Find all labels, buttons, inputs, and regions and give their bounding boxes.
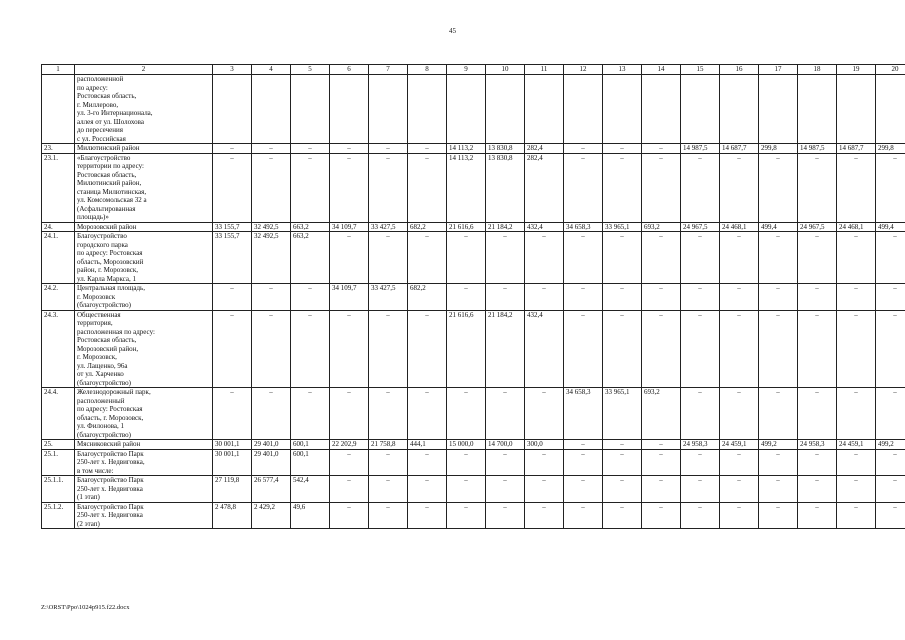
value-cell: 24 958,3 bbox=[681, 440, 720, 450]
value-cell: – bbox=[720, 449, 759, 476]
value-cell: – bbox=[564, 284, 603, 311]
value-cell: 33 155,7 bbox=[213, 222, 252, 232]
value-cell: – bbox=[564, 232, 603, 284]
value-cell bbox=[408, 75, 447, 144]
header-cell: 14 bbox=[642, 65, 681, 75]
value-cell: – bbox=[642, 232, 681, 284]
value-cell bbox=[837, 75, 876, 144]
value-cell: – bbox=[603, 449, 642, 476]
header-cell: 1 bbox=[42, 65, 75, 75]
footer-file-path: Z:\ORST\Ppo\1024p915.f22.docx bbox=[41, 604, 130, 611]
value-cell: 14 687,7 bbox=[837, 144, 876, 154]
value-cell: – bbox=[642, 440, 681, 450]
value-cell: – bbox=[525, 502, 564, 529]
value-cell bbox=[330, 75, 369, 144]
value-cell: 2 478,8 bbox=[213, 502, 252, 529]
header-cell: 17 bbox=[759, 65, 798, 75]
value-cell: 14 700,0 bbox=[486, 440, 525, 450]
value-cell: 33 427,5 bbox=[369, 284, 408, 311]
value-cell: 13 830,8 bbox=[486, 144, 525, 154]
value-cell: – bbox=[486, 284, 525, 311]
value-cell: – bbox=[603, 284, 642, 311]
value-cell: – bbox=[330, 502, 369, 529]
value-cell: – bbox=[837, 449, 876, 476]
row-number-cell: 24.1. bbox=[42, 232, 75, 284]
value-cell: – bbox=[564, 502, 603, 529]
header-cell: 6 bbox=[330, 65, 369, 75]
value-cell: – bbox=[603, 310, 642, 388]
value-cell: – bbox=[252, 388, 291, 440]
value-cell: – bbox=[252, 284, 291, 311]
value-cell: 693,2 bbox=[642, 388, 681, 440]
value-cell: 682,2 bbox=[408, 284, 447, 311]
value-cell: 663,2 bbox=[291, 222, 330, 232]
value-cell bbox=[213, 75, 252, 144]
value-cell: – bbox=[213, 284, 252, 311]
value-cell: – bbox=[213, 153, 252, 222]
table-row bbox=[42, 310, 905, 388]
table-row bbox=[42, 440, 905, 450]
value-cell: – bbox=[525, 476, 564, 503]
value-cell: – bbox=[486, 232, 525, 284]
value-cell: – bbox=[681, 476, 720, 503]
value-cell bbox=[291, 75, 330, 144]
value-cell: 282,4 bbox=[525, 144, 564, 154]
value-cell: – bbox=[369, 476, 408, 503]
value-cell: – bbox=[759, 284, 798, 311]
value-cell: 600,1 bbox=[291, 449, 330, 476]
value-cell: – bbox=[408, 144, 447, 154]
value-cell: 21 616,6 bbox=[447, 310, 486, 388]
header-cell: 2 bbox=[75, 65, 213, 75]
value-cell: – bbox=[447, 502, 486, 529]
value-cell: – bbox=[330, 153, 369, 222]
value-cell: – bbox=[291, 284, 330, 311]
header-cell: 19 bbox=[837, 65, 876, 75]
value-cell: 682,2 bbox=[408, 222, 447, 232]
row-number-cell: 25.1.1. bbox=[42, 476, 75, 503]
header-cell: 7 bbox=[369, 65, 408, 75]
value-cell: 21 758,8 bbox=[369, 440, 408, 450]
value-cell: 21 184,2 bbox=[486, 222, 525, 232]
value-cell: 33 965,1 bbox=[603, 388, 642, 440]
value-cell: – bbox=[642, 284, 681, 311]
value-cell: – bbox=[876, 153, 905, 222]
value-cell: – bbox=[447, 388, 486, 440]
value-cell: 30 001,1 bbox=[213, 449, 252, 476]
value-cell bbox=[447, 75, 486, 144]
value-cell: – bbox=[252, 310, 291, 388]
header-cell: 9 bbox=[447, 65, 486, 75]
row-number-cell: 23.1. bbox=[42, 153, 75, 222]
value-cell: – bbox=[603, 232, 642, 284]
value-cell: – bbox=[525, 449, 564, 476]
value-cell bbox=[486, 75, 525, 144]
value-cell: – bbox=[213, 310, 252, 388]
value-cell: – bbox=[447, 476, 486, 503]
header-cell: 3 bbox=[213, 65, 252, 75]
value-cell: – bbox=[837, 310, 876, 388]
value-cell: – bbox=[876, 449, 905, 476]
table-row bbox=[42, 222, 905, 232]
value-cell: – bbox=[837, 476, 876, 503]
value-cell: – bbox=[486, 476, 525, 503]
value-cell: – bbox=[447, 284, 486, 311]
value-cell bbox=[564, 75, 603, 144]
value-cell: 14 113,2 bbox=[447, 153, 486, 222]
row-name-cell: Благоустройство Парк 250-лет х. Недвиговка, в том числе: bbox=[75, 449, 213, 476]
table-row bbox=[42, 449, 905, 476]
row-number-cell bbox=[42, 75, 75, 144]
row-name-cell: Благоустройство Парк 250-лет х. Недвиговка (2 этап) bbox=[75, 502, 213, 529]
value-cell: – bbox=[408, 502, 447, 529]
value-cell: – bbox=[759, 476, 798, 503]
value-cell: – bbox=[603, 440, 642, 450]
value-cell: – bbox=[642, 153, 681, 222]
value-cell: – bbox=[564, 144, 603, 154]
value-cell: – bbox=[759, 232, 798, 284]
value-cell: – bbox=[252, 153, 291, 222]
value-cell: – bbox=[408, 232, 447, 284]
value-cell: – bbox=[876, 388, 905, 440]
value-cell: – bbox=[759, 502, 798, 529]
page-number: 45 bbox=[449, 27, 456, 35]
value-cell: – bbox=[720, 284, 759, 311]
value-cell: – bbox=[291, 388, 330, 440]
value-cell: 15 000,0 bbox=[447, 440, 486, 450]
value-cell: 24 468,1 bbox=[837, 222, 876, 232]
value-cell: – bbox=[798, 232, 837, 284]
value-cell: – bbox=[408, 476, 447, 503]
value-cell: 26 577,4 bbox=[252, 476, 291, 503]
value-cell: 24 468,1 bbox=[720, 222, 759, 232]
value-cell: 49,6 bbox=[291, 502, 330, 529]
value-cell: – bbox=[720, 502, 759, 529]
value-cell: 34 658,3 bbox=[564, 388, 603, 440]
header-cell: 4 bbox=[252, 65, 291, 75]
row-name-cell: «Благоустройство территории по адресу: Ростовская область, Милютинский район, станица Милютинская, ул. Комсомольская 32 а (Асфальтированная площадь)» bbox=[75, 153, 213, 222]
value-cell: – bbox=[642, 449, 681, 476]
row-name-cell: расположенной по адресу: Ростовская область, г. Миллерово, ул. 3-го Интернационала, аллея от ул. Шолохова до пересечения с ул. Российская bbox=[75, 75, 213, 144]
value-cell: – bbox=[798, 476, 837, 503]
value-cell: – bbox=[642, 502, 681, 529]
value-cell bbox=[525, 75, 564, 144]
value-cell: – bbox=[720, 476, 759, 503]
value-cell: – bbox=[681, 502, 720, 529]
row-name-cell: Морозовский район bbox=[75, 222, 213, 232]
value-cell: 29 401,0 bbox=[252, 440, 291, 450]
value-cell: – bbox=[876, 502, 905, 529]
header-cell: 5 bbox=[291, 65, 330, 75]
value-cell: – bbox=[564, 449, 603, 476]
table-row bbox=[42, 144, 905, 154]
value-cell: – bbox=[291, 310, 330, 388]
value-cell: 663,2 bbox=[291, 232, 330, 284]
header-cell: 16 bbox=[720, 65, 759, 75]
value-cell: – bbox=[837, 284, 876, 311]
value-cell: – bbox=[759, 153, 798, 222]
row-number-cell: 24. bbox=[42, 222, 75, 232]
value-cell: – bbox=[798, 153, 837, 222]
value-cell: – bbox=[564, 153, 603, 222]
value-cell: – bbox=[681, 232, 720, 284]
value-cell: 432,4 bbox=[525, 222, 564, 232]
value-cell: – bbox=[876, 310, 905, 388]
value-cell: – bbox=[330, 144, 369, 154]
value-cell: – bbox=[291, 144, 330, 154]
value-cell: 299,8 bbox=[759, 144, 798, 154]
row-name-cell: Железнодорожный парк, расположенный по адресу: Ростовская область, г. Морозовск, ул. Филонова, 1 (благоустройство) bbox=[75, 388, 213, 440]
value-cell: – bbox=[798, 388, 837, 440]
value-cell bbox=[681, 75, 720, 144]
table-row bbox=[42, 476, 905, 503]
table-row bbox=[42, 284, 905, 311]
table-row bbox=[42, 75, 905, 144]
value-cell: – bbox=[447, 232, 486, 284]
header-row bbox=[42, 65, 905, 75]
value-cell: 444,1 bbox=[408, 440, 447, 450]
value-cell: – bbox=[330, 232, 369, 284]
row-number-cell: 25.1. bbox=[42, 449, 75, 476]
value-cell: – bbox=[720, 232, 759, 284]
value-cell: 21 184,2 bbox=[486, 310, 525, 388]
value-cell: – bbox=[369, 232, 408, 284]
value-cell: – bbox=[330, 310, 369, 388]
value-cell: – bbox=[330, 388, 369, 440]
value-cell: – bbox=[681, 284, 720, 311]
value-cell: – bbox=[720, 388, 759, 440]
value-cell: 14 987,5 bbox=[681, 144, 720, 154]
table-row bbox=[42, 153, 905, 222]
value-cell: – bbox=[369, 388, 408, 440]
value-cell: 499,4 bbox=[876, 222, 905, 232]
table-row bbox=[42, 232, 905, 284]
value-cell: 24 459,1 bbox=[837, 440, 876, 450]
value-cell: 499,2 bbox=[876, 440, 905, 450]
value-cell: 33 155,7 bbox=[213, 232, 252, 284]
value-cell: 542,4 bbox=[291, 476, 330, 503]
row-name-cell: Центральная площадь, г. Морозовск (благоустройство) bbox=[75, 284, 213, 311]
value-cell: – bbox=[837, 502, 876, 529]
value-cell: 24 967,5 bbox=[681, 222, 720, 232]
value-cell: – bbox=[408, 449, 447, 476]
value-cell: – bbox=[681, 153, 720, 222]
value-cell: – bbox=[447, 449, 486, 476]
value-cell: – bbox=[525, 284, 564, 311]
value-cell: 21 616,6 bbox=[447, 222, 486, 232]
value-cell: 22 202,9 bbox=[330, 440, 369, 450]
value-cell: – bbox=[408, 388, 447, 440]
value-cell: – bbox=[681, 388, 720, 440]
header-cell: 10 bbox=[486, 65, 525, 75]
value-cell bbox=[369, 75, 408, 144]
value-cell: – bbox=[330, 449, 369, 476]
value-cell: – bbox=[603, 502, 642, 529]
value-cell: – bbox=[408, 153, 447, 222]
header-cell: 11 bbox=[525, 65, 564, 75]
row-number-cell: 24.3. bbox=[42, 310, 75, 388]
value-cell: – bbox=[525, 388, 564, 440]
value-cell: – bbox=[408, 310, 447, 388]
value-cell: 29 401,0 bbox=[252, 449, 291, 476]
value-cell: – bbox=[876, 232, 905, 284]
value-cell: – bbox=[876, 284, 905, 311]
value-cell: – bbox=[720, 153, 759, 222]
value-cell: – bbox=[291, 153, 330, 222]
value-cell: 24 958,3 bbox=[798, 440, 837, 450]
value-cell: 14 987,5 bbox=[798, 144, 837, 154]
value-cell: – bbox=[642, 144, 681, 154]
value-cell bbox=[603, 75, 642, 144]
value-cell bbox=[876, 75, 905, 144]
value-cell: – bbox=[759, 310, 798, 388]
value-cell: – bbox=[369, 144, 408, 154]
value-cell: 33 965,1 bbox=[603, 222, 642, 232]
value-cell: 499,4 bbox=[759, 222, 798, 232]
value-cell: – bbox=[369, 310, 408, 388]
header-cell: 15 bbox=[681, 65, 720, 75]
value-cell: 34 658,3 bbox=[564, 222, 603, 232]
value-cell: – bbox=[369, 153, 408, 222]
value-cell: 14 113,2 bbox=[447, 144, 486, 154]
value-cell bbox=[252, 75, 291, 144]
value-cell: – bbox=[564, 476, 603, 503]
value-cell: – bbox=[798, 284, 837, 311]
value-cell: 30 001,1 bbox=[213, 440, 252, 450]
value-cell: – bbox=[759, 388, 798, 440]
value-cell: – bbox=[720, 310, 759, 388]
value-cell: – bbox=[603, 144, 642, 154]
table-row bbox=[42, 502, 905, 529]
value-cell bbox=[642, 75, 681, 144]
header-cell: 12 bbox=[564, 65, 603, 75]
value-cell: 14 687,7 bbox=[720, 144, 759, 154]
value-cell: – bbox=[603, 476, 642, 503]
header-cell: 8 bbox=[408, 65, 447, 75]
value-cell bbox=[720, 75, 759, 144]
row-number-cell: 25.1.2. bbox=[42, 502, 75, 529]
value-cell: – bbox=[486, 449, 525, 476]
value-cell: 13 830,8 bbox=[486, 153, 525, 222]
table-row bbox=[42, 388, 905, 440]
value-cell: – bbox=[369, 502, 408, 529]
value-cell: 24 459,1 bbox=[720, 440, 759, 450]
row-name-cell: Благоустройство Парк 250-лет х. Недвиговка (1 этап) bbox=[75, 476, 213, 503]
row-name-cell: Милютинский район bbox=[75, 144, 213, 154]
value-cell: – bbox=[837, 232, 876, 284]
row-number-cell: 24.2. bbox=[42, 284, 75, 311]
value-cell: – bbox=[642, 476, 681, 503]
value-cell: 32 492,5 bbox=[252, 222, 291, 232]
value-cell: – bbox=[564, 440, 603, 450]
value-cell: 300,0 bbox=[525, 440, 564, 450]
value-cell: – bbox=[876, 476, 905, 503]
row-name-cell: Общественная территория, расположенная по адресу: Ростовская область, Морозовский район, г. Морозовск, ул. Лащенко, 96а от ул. Харченко (благоустройство) bbox=[75, 310, 213, 388]
header-cell: 18 bbox=[798, 65, 837, 75]
value-cell: – bbox=[681, 310, 720, 388]
value-cell: – bbox=[369, 449, 408, 476]
value-cell: – bbox=[564, 310, 603, 388]
value-cell: – bbox=[642, 310, 681, 388]
header-cell: 13 bbox=[603, 65, 642, 75]
value-cell: 693,2 bbox=[642, 222, 681, 232]
value-cell: 34 109,7 bbox=[330, 222, 369, 232]
value-cell: – bbox=[525, 232, 564, 284]
value-cell: 299,8 bbox=[876, 144, 905, 154]
row-name-cell: Мясниковский район bbox=[75, 440, 213, 450]
value-cell: 33 427,5 bbox=[369, 222, 408, 232]
value-cell bbox=[759, 75, 798, 144]
value-cell: – bbox=[252, 144, 291, 154]
value-cell: 432,4 bbox=[525, 310, 564, 388]
row-number-cell: 24.4. bbox=[42, 388, 75, 440]
value-cell: – bbox=[213, 144, 252, 154]
value-cell: – bbox=[837, 388, 876, 440]
value-cell: – bbox=[213, 388, 252, 440]
row-number-cell: 23. bbox=[42, 144, 75, 154]
value-cell: – bbox=[798, 310, 837, 388]
value-cell: 34 109,7 bbox=[330, 284, 369, 311]
budget-table bbox=[41, 64, 905, 529]
value-cell bbox=[798, 75, 837, 144]
value-cell: 32 492,5 bbox=[252, 232, 291, 284]
header-cell: 20 bbox=[876, 65, 905, 75]
value-cell: 2 429,2 bbox=[252, 502, 291, 529]
value-cell: 499,2 bbox=[759, 440, 798, 450]
value-cell: – bbox=[837, 153, 876, 222]
row-name-cell: Благоустройство городского парка по адресу: Ростовская область, Морозовский район, г. Морозовск, ул. Карла Маркса, 1 bbox=[75, 232, 213, 284]
row-number-cell: 25. bbox=[42, 440, 75, 450]
value-cell: 282,4 bbox=[525, 153, 564, 222]
value-cell: – bbox=[798, 502, 837, 529]
value-cell: – bbox=[798, 449, 837, 476]
value-cell: 24 967,5 bbox=[798, 222, 837, 232]
value-cell: – bbox=[603, 153, 642, 222]
value-cell: – bbox=[486, 388, 525, 440]
value-cell: 600,1 bbox=[291, 440, 330, 450]
value-cell: 27 119,8 bbox=[213, 476, 252, 503]
value-cell: – bbox=[330, 476, 369, 503]
value-cell: – bbox=[681, 449, 720, 476]
value-cell: – bbox=[486, 502, 525, 529]
value-cell: – bbox=[759, 449, 798, 476]
